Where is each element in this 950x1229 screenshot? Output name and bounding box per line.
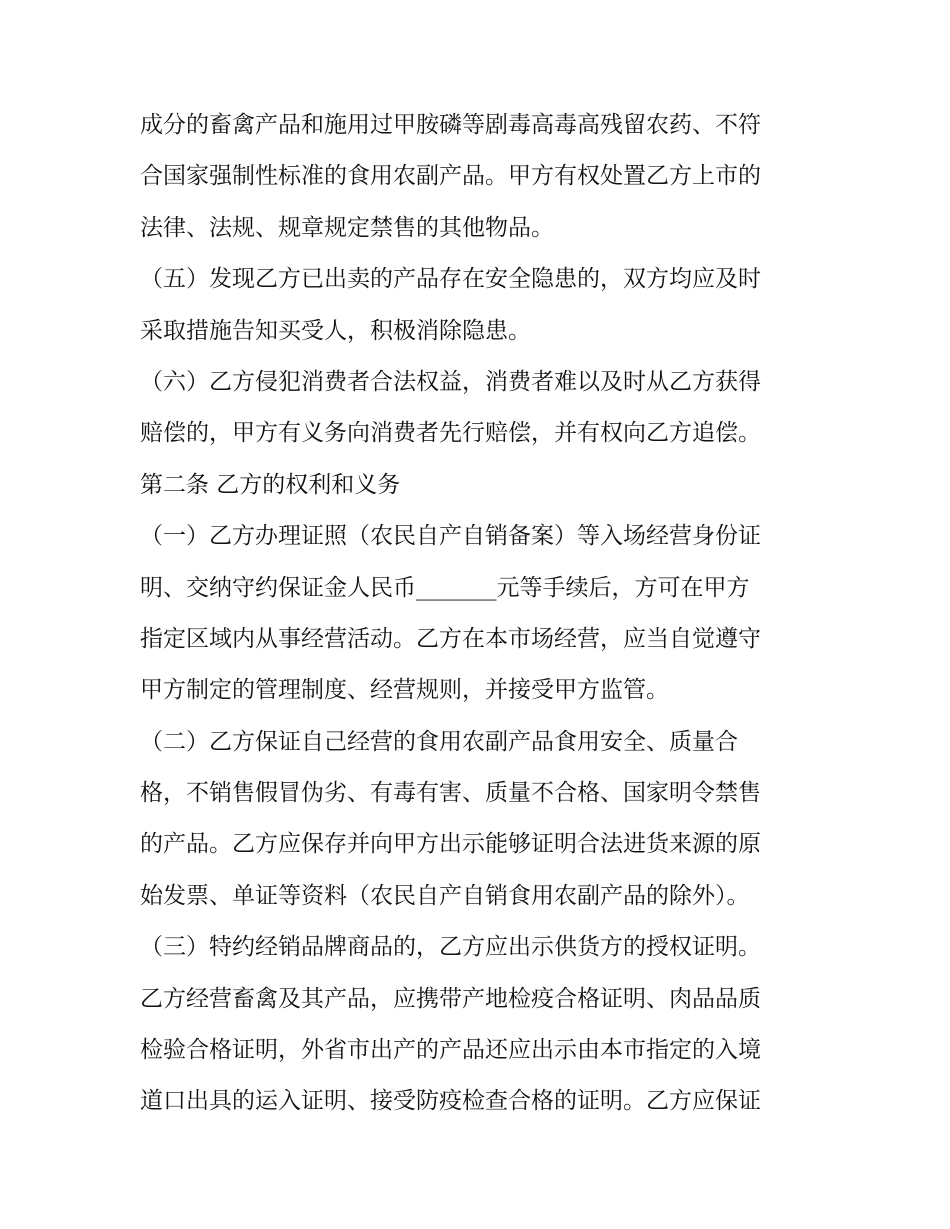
text-line: 明、交纳守约保证金人民币_______元等手续后，方可在甲方 [140,574,750,601]
text-line: 格，不销售假冒伪劣、有毒有害、质量不合格、国家明令禁售 [140,780,761,807]
text-line: 甲方制定的管理制度、经营规则，并接受甲方监管。 [140,677,669,704]
text-line: 检验合格证明，外省市出产的产品还应出示由本市指定的入境 [140,1037,761,1064]
section-heading: 第二条 乙方的权利和义务 [140,471,401,498]
text-line: （五）发现乙方已出卖的产品存在安全隐患的，双方均应及时 [140,266,761,293]
text-line: （六）乙方侵犯消费者合法权益，消费者难以及时从乙方获得 [140,368,761,395]
text-line: 合国家强制性标准的食用农副产品。甲方有权处置乙方上市的 [140,163,761,190]
text-line: 成分的畜禽产品和施用过甲胺磷等剧毒高毒高残留农药、不符 [140,112,761,138]
text-line: （三）特约经销品牌商品的，乙方应出示供货方的授权证明。 [140,934,761,961]
document-body [140,100,812,1128]
text-line: 法律、法规、规章规定禁售的其他物品。 [140,214,554,241]
text-line: 指定区域内从事经营活动。乙方在本市场经营，应当自觉遵守 [140,625,761,652]
text-line: 道口出具的运入证明、接受防疫检查合格的证明。乙方应保证 [140,1088,761,1115]
text-line: 乙方经营畜禽及其产品，应携带产地检疫合格证明、肉品品质 [140,985,761,1012]
text-line: 赔偿的，甲方有义务向消费者先行赔偿，并有权向乙方追偿。 [140,420,761,447]
text-line: 的产品。乙方应保存并向甲方出示能够证明合法进货来源的原 [140,831,761,858]
text-line: （一）乙方办理证照（农民自产自销备案）等入场经营身份证 [140,523,761,550]
text-line: （二）乙方保证自己经营的食用农副产品食用安全、质量合 [140,728,738,755]
text-line: 始发票、单证等资料（农民自产自销食用农副产品的除外）。 [140,882,750,909]
text-line: 采取措施告知买受人，积极消除隐患。 [140,317,531,344]
